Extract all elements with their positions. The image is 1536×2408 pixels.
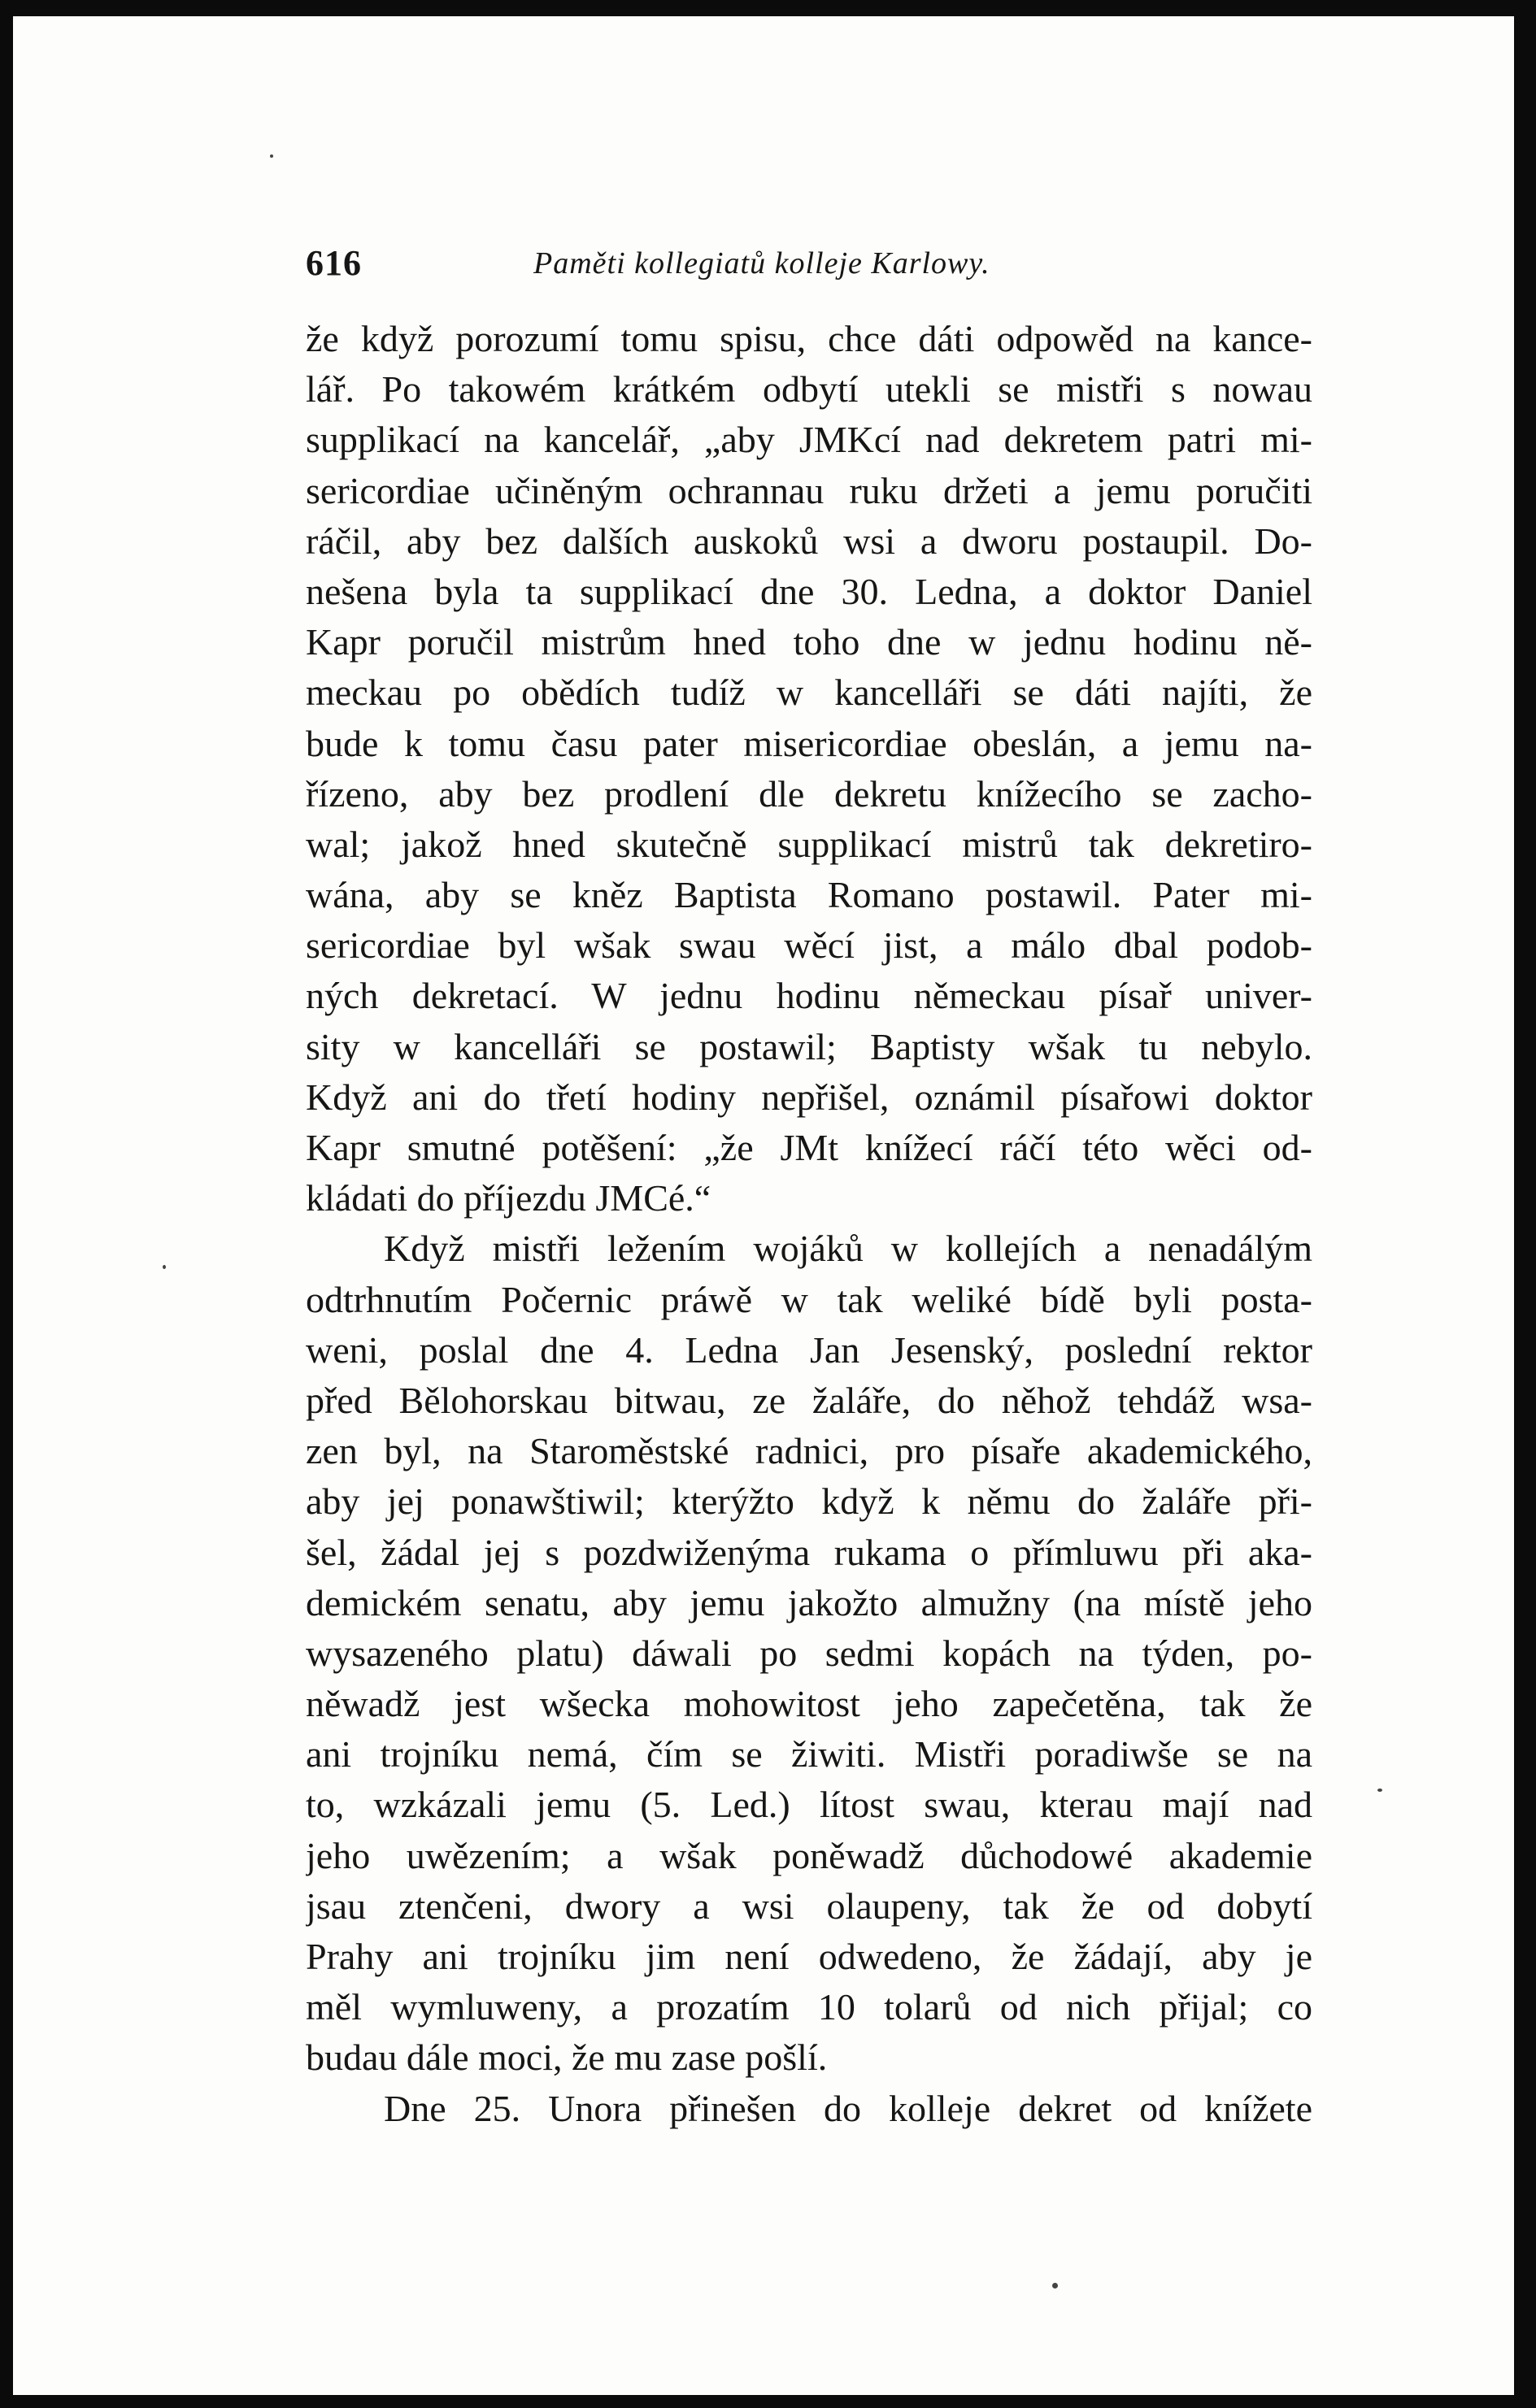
text-line: wána, aby se kněz Baptista Romano postawil. Pater mi-: [306, 874, 1312, 916]
text-line: wal; jakož hned skutečně supplikací mistrů tak dekretiro-: [306, 823, 1312, 865]
scan-speck: [270, 154, 273, 158]
text-line: Prahy ani trojníku jim není odwedeno, že žádají, aby je: [306, 1936, 1312, 1977]
text-line: jsau ztenčeni, dwory a wsi olaupeny, tak že od dobytí: [306, 1884, 1312, 1927]
text-line: že když porozumí tomu spisu, chce dáti odpowěd na kance-: [306, 318, 1312, 359]
book-page: [13, 16, 1514, 2395]
text-line: supplikací na kancelář, „aby JMKcí nad dekretem patri mi-: [306, 419, 1312, 461]
paragraph-first-line: Dne 25. Unora přinešen do kolleje dekret od knížete: [384, 2087, 1312, 2129]
text-line: meckau po obědích tudíž w kancelláři se dáti najíti, že: [306, 672, 1312, 714]
text-line: ani trojníku nemá, čím se žiwiti. Mistři poradiwše se na: [306, 1733, 1312, 1776]
text-line: ráčil, aby bez dalších auskoků wsi a dworu postaupil. Do-: [306, 519, 1312, 562]
text-line: měl wymluweny, a prozatím 10 tolarů od nich přijal; co: [306, 1986, 1312, 2028]
scan-speck: [1052, 2283, 1058, 2288]
text-line: před Bělohorskau bitwau, ze žaláře, do něhož tehdáž wsa-: [306, 1379, 1312, 1421]
text-line: budau dále moci, že mu zase pošlí.: [306, 2036, 828, 2079]
body-text: [306, 314, 1312, 2134]
text-line: Když ani do třetí hodiny nepřišel, oznámil písařowi doktor: [306, 1076, 1312, 1118]
text-line: zen byl, na Staroměstské radnici, pro písaře akademického,: [306, 1430, 1312, 1472]
text-line: řízeno, aby bez prodlení dle dekretu knížecího se zacho-: [306, 772, 1312, 815]
text-line: aby jej ponawštiwil; kterýžto když k němu do žaláře při-: [306, 1480, 1312, 1523]
text-line: něwadž jest wšecka mohowitost jeho zapečetěna, tak že: [306, 1683, 1312, 1725]
text-line: bude k tomu času pater misericordiae obeslán, a jemu na-: [306, 722, 1312, 764]
text-line: sericordiae byl wšak swau wěcí jist, a málo dbal podob-: [306, 924, 1312, 967]
text-line: weni, poslal dne 4. Ledna Jan Jesenský, poslední rektor: [306, 1328, 1312, 1371]
scan-speck: [1377, 1789, 1382, 1792]
text-line: Kapr poručil mistrům hned toho dne w jednu hodinu ně-: [306, 621, 1312, 663]
text-line: jeho uwězením; a wšak poněwadž důchodowé akademie: [306, 1834, 1312, 1876]
page-header: [306, 242, 1312, 283]
text-line: ných dekretací. W jednu hodinu německau písař univer-: [306, 975, 1312, 1017]
text-line: Kapr smutné potěšení: „že JMt knížecí ráčí této wěci od-: [306, 1127, 1312, 1168]
text-line: demickém senatu, aby jemu jakožto almužny (na místě jeho: [306, 1581, 1312, 1623]
text-line: lář. Po takowém krátkém odbytí utekli se mistři s nowau: [306, 368, 1312, 411]
text-line: kládati do příjezdu JMCé.“: [306, 1177, 711, 1219]
paragraph-first-line: Když mistři ležením wojáků w kollejích a nenadálým: [384, 1228, 1312, 1270]
text-line: sity w kancelláři se postawil; Baptisty wšak tu nebylo.: [306, 1025, 1312, 1067]
running-title: Paměti kollegiatů kolleje Karlowy.: [533, 246, 990, 280]
text-line: odtrhnutím Počernic práwě w tak weliké bídě byli posta-: [306, 1278, 1312, 1320]
text-line: sericordiae učiněným ochrannau ruku držeti a jemu poručiti: [306, 469, 1312, 511]
text-line: to, wzkázali jemu (5. Led.) lítost swau, kterau mají nad: [306, 1784, 1312, 1826]
scan-speck: [163, 1265, 166, 1269]
text-line: šel, žádal jej s pozdwiženýma rukama o přímluwu při aka-: [306, 1531, 1312, 1573]
text-line: nešena byla ta supplikací dne 30. Ledna, a doktor Daniel: [306, 570, 1312, 612]
text-line: wysazeného platu) dáwali po sedmi kopách na týden, po-: [306, 1632, 1312, 1674]
page-number: 616: [306, 243, 362, 283]
